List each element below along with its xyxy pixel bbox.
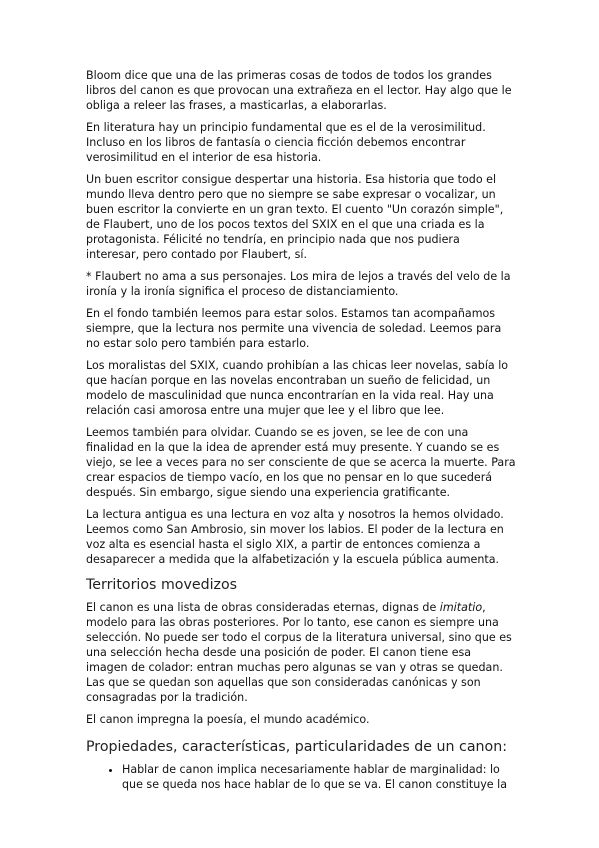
- canon-text-before: El canon es una lista de obras consideradas eternas, dignas de: [86, 601, 440, 614]
- paragraph: Un buen escritor consigue despertar una historia. Esa historia que todo el mundo lleva dentro pero que no siempre se sabe expresar o vocalizar, un buen escritor la convierte en un gran texto. El cuento "Un corazón simple", de Flaubert, uno de los pocos textos del SXIX en el que una criada es la protagonista. Félicité no tendría, en principio nada que nos pudiera interesar, pero contado por Flaubert, sí.: [86, 173, 504, 261]
- canon-emphasis: imitatio: [439, 601, 483, 614]
- paragraph: La lectura antigua es una lectura en voz alta y nosotros la hemos olvidado. Leemos como San Ambrosio, sin mover los labios. El poder de la lectura en voz alta es esencial hasta el siglo XIX, a partir de entonces comienza a desaparecer a medida que la alfabetización y la escuela pública aumenta.: [86, 508, 504, 566]
- paragraph: Leemos también para olvidar. Cuando se es joven, se lee de con una finalidad en la que la idea de aprender está muy presente. Y cuando se es viejo, se lee a veces para no ser consciente de que se acerca la muerte. Para crear espacios de tiempo vacío, en los que no pensar en lo que sucederá después. Sin embargo, sigue siendo una experiencia gratificante.: [86, 426, 516, 499]
- paragraph: En literatura hay un principio fundamental que es el de la verosimilitud. Incluso en los libros de fantasía o ciencia ficción debemos encontrar verosimilitud en el interior de esa historia.: [86, 121, 486, 164]
- paragraph: * Flaubert no ama a sus personajes. Los mira de lejos a través del velo de la ironía y la ironía significa el proceso de distanciamiento.: [86, 270, 511, 298]
- section-heading: Propiedades, características, particularidades de un canon:: [86, 739, 507, 755]
- paragraph: En el fondo también leemos para estar solos. Estamos tan acompañamos siempre, que la lectura nos permite una vivencia de soledad. Leemos para no estar solo pero también para estarlo.: [86, 307, 502, 350]
- paragraph: Bloom dice que una de las primeras cosas de todos de todos los grandes libros del canon es que provocan una extrañeza en el lector. Hay algo que le obliga a releer las frases, a masticarlas, a elaborarlas.: [86, 69, 512, 112]
- paragraph: El canon impregna la poesía, el mundo académico.: [86, 713, 370, 726]
- document-body: [86, 68, 516, 792]
- paragraph: Los moralistas del SXIX, cuando prohibían a las chicas leer novelas, sabía lo que hacían porque en las novelas encontraban un sueño de felicidad, un modelo de masculinidad que nunca encontrarían en la vida real. Hay una relación casi amorosa entre una mujer que lee y el libro que lee.: [86, 359, 509, 417]
- section-heading: Territorios movedizos: [86, 577, 238, 593]
- list-item: • Hablar de canon implica necesariamente hablar de marginalidad: lo que se queda nos hace hablar de lo que se va. El canon constituye la: [122, 762, 516, 792]
- canon-text-after: , modelo para las obras posteriores. Por lo tanto, ese canon es siempre una selección. No puede ser todo el corpus de la literatura universal, sino que es una selección hecha desde una posición de poder. El canon tiene esa imagen de colador: entran muchas pero algunas se van y otras se quedan. Las que se quedan son aquellas que son consideradas canónicas y son consagradas por la tradición.: [86, 601, 512, 704]
- bullet-list: [86, 762, 516, 792]
- canon-paragraph: [86, 600, 516, 705]
